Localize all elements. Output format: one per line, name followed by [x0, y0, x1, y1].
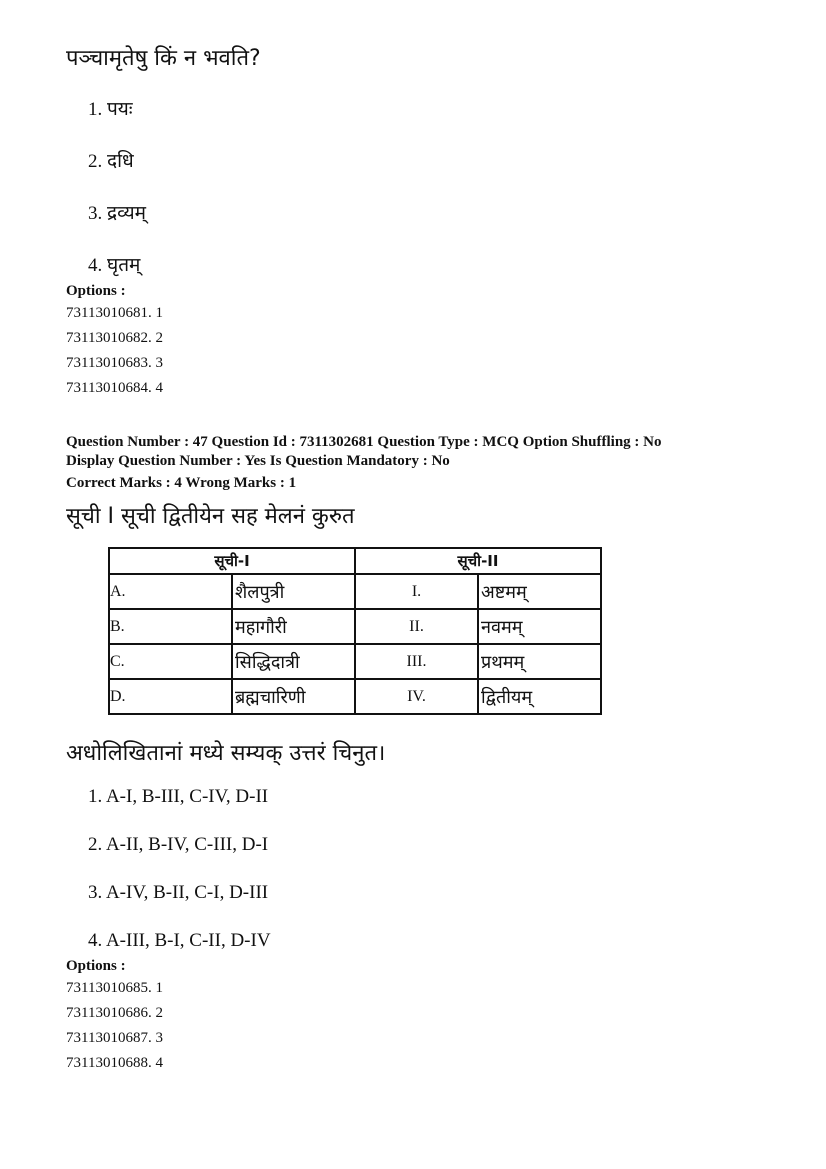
q2-meta-line-2: Display Question Number : Yes Is Question Mandatory : No [66, 453, 450, 469]
table-row [109, 644, 601, 679]
header-list-2: सूची-II [355, 548, 601, 574]
row-left-value: शैलपुत्री [232, 574, 355, 609]
option-number: 4. [88, 930, 103, 951]
q2-option-3 [88, 882, 268, 904]
q1-option-1 [88, 95, 133, 121]
question-1-text: पञ्चामृतेषु किं न भवति? [66, 46, 261, 71]
option-text: A-II, B-IV, C-III, D-I [105, 834, 269, 855]
row-right-value: प्रथमम् [478, 644, 601, 679]
q2-option-code-2: 73113010686. 2 [66, 1005, 163, 1021]
row-right-value: नवमम् [478, 609, 601, 644]
match-table [108, 547, 602, 715]
option-text: A-I, B-III, C-IV, D-II [105, 786, 269, 807]
row-roman: I. [355, 574, 478, 609]
row-left-value: सिद्धिदात्री [232, 644, 355, 679]
row-key: D. [109, 679, 232, 714]
q2-meta-line-3: Correct Marks : 4 Wrong Marks : 1 [66, 475, 297, 491]
row-key: B. [109, 609, 232, 644]
table-header-row [109, 548, 601, 574]
option-number: 4. [88, 255, 103, 276]
q2-option-code-1: 73113010685. 1 [66, 980, 163, 996]
row-key: C. [109, 644, 232, 679]
row-right-value: द्वितीयम् [478, 679, 601, 714]
option-text: पयः [107, 98, 133, 120]
q1-option-4 [88, 251, 140, 277]
option-number: 2. [88, 151, 103, 172]
option-number: 3. [88, 882, 103, 903]
q1-option-code-2: 73113010682. 2 [66, 330, 163, 346]
row-left-value: ब्रह्मचारिणी [232, 679, 355, 714]
q2-option-1 [88, 786, 268, 808]
row-roman: IV. [355, 679, 478, 714]
q1-option-code-4: 73113010684. 4 [66, 380, 163, 396]
header-list-1: सूची-I [109, 548, 355, 574]
option-text: दधि [107, 150, 134, 172]
q1-options-label: Options : [66, 283, 126, 299]
q2-meta-line-1: Question Number : 47 Question Id : 7311302681 Question Type : MCQ Option Shuffling : No [66, 434, 662, 450]
q1-option-code-1: 73113010681. 1 [66, 305, 163, 321]
q1-option-2 [88, 147, 134, 173]
row-key: A. [109, 574, 232, 609]
q1-option-3 [88, 199, 146, 225]
row-right-value: अष्टमम् [478, 574, 601, 609]
option-text: घृतम् [107, 254, 141, 276]
option-number: 3. [88, 203, 103, 224]
question-2-text: सूची I सूची द्वितीयेन सह मेलनं कुरुत [66, 504, 355, 529]
table-row [109, 679, 601, 714]
q2-option-2 [88, 834, 268, 856]
q2-options-label: Options : [66, 958, 126, 974]
q1-option-code-3: 73113010683. 3 [66, 355, 163, 371]
table-row [109, 574, 601, 609]
option-number: 1. [88, 99, 103, 120]
q2-option-code-3: 73113010687. 3 [66, 1030, 163, 1046]
option-text: A-III, B-I, C-II, D-IV [105, 930, 271, 951]
option-number: 2. [88, 834, 103, 855]
table-row [109, 609, 601, 644]
row-roman: III. [355, 644, 478, 679]
option-text: A-IV, B-II, C-I, D-III [105, 882, 269, 903]
q2-option-code-4: 73113010688. 4 [66, 1055, 163, 1071]
q2-option-4 [88, 930, 271, 952]
row-left-value: महागौरी [232, 609, 355, 644]
option-number: 1. [88, 786, 103, 807]
q2-instruction: अधोलिखितानां मध्ये सम्यक् उत्तरं चिनुत। [66, 741, 386, 766]
option-text: द्रव्यम् [107, 202, 146, 224]
row-roman: II. [355, 609, 478, 644]
